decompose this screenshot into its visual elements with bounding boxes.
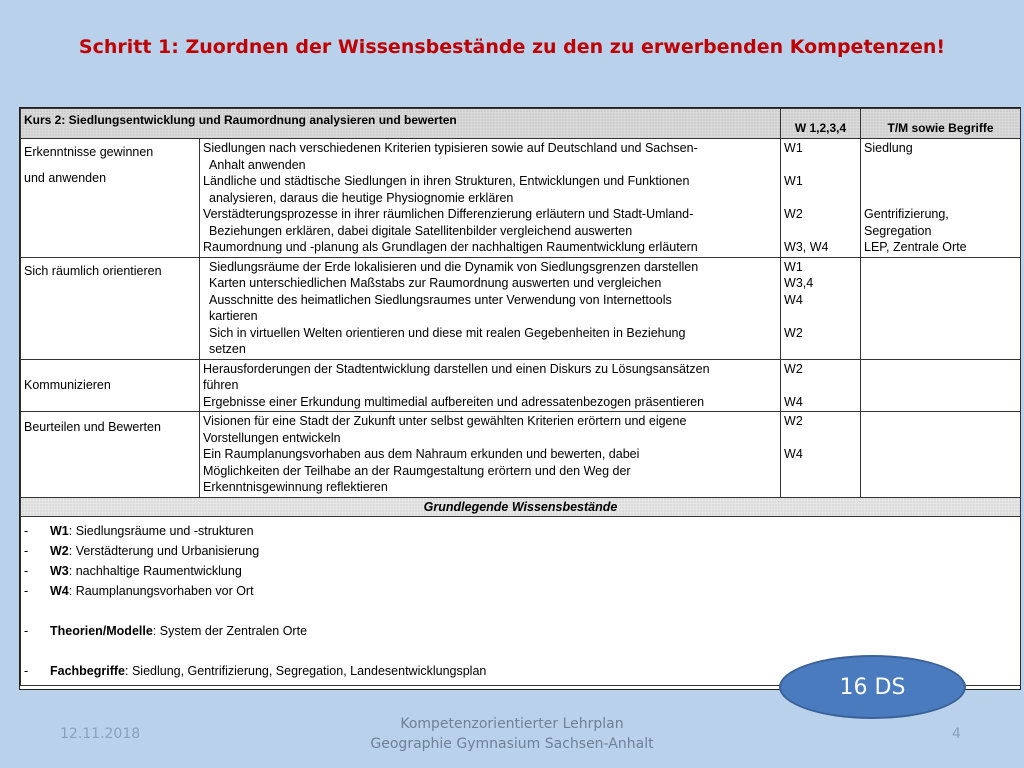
curriculum-table [20, 108, 1021, 686]
term [864, 173, 1017, 190]
content-line: Beziehungen erklären, dabei digitale Satellitenbilder vergleichend auswerten [209, 223, 633, 238]
w-cell [781, 257, 861, 359]
curriculum-table-container [19, 107, 1021, 690]
content-line: setzen [209, 342, 246, 356]
w-ref [784, 190, 857, 207]
knowledge-item: - W4: Raumplanungsvorhaben vor Ort [24, 584, 254, 598]
term: Gentrifizierung, [864, 207, 949, 221]
content-line: Sich in virtuellen Welten orientieren und diese mit realen Gegebenheiten in Beziehung [209, 325, 686, 340]
competence-label: Beurteilen und Bewerten [24, 420, 161, 434]
w-ref: W1 [784, 141, 803, 155]
knowledge-item: - W3: nachhaltige Raumentwicklung [24, 564, 242, 578]
w-ref [784, 157, 857, 174]
content-line: analysieren, daraus die heutige Physiognomie erklären [209, 190, 514, 205]
content-line: Verstädterungsprozesse in ihrer räumlichen Differenzierung erläutern und Stadt-Umland- [203, 207, 694, 221]
competence-label: Kommunizieren [24, 378, 111, 392]
term [864, 157, 1017, 174]
w-ref [784, 377, 857, 394]
slide-title: Schritt 1: Zuordnen der Wissensbestände zu den zu erwerbenden Kompetenzen! [78, 36, 946, 58]
knowledge-item: - W1: Siedlungsräume und -strukturen [24, 524, 254, 538]
knowledge-item: - W2: Verstädterung und Urbanisierung [24, 544, 260, 558]
w-ref: W4 [784, 292, 803, 307]
content-line: Möglichkeiten der Teilhabe an der Raumgestaltung erörtern und den Weg der [203, 463, 631, 478]
content-line: Herausforderungen der Stadtentwicklung darstellen und einen Diskurs zu Lösungsansätzen [203, 361, 710, 376]
content-line: Ergebnisse einer Erkundung multimedial aufbereiten und adressatenbezogen präsentieren [203, 394, 705, 409]
knowledge-item: - Fachbegriffe: Siedlung, Gentrifizierung, Segregation, Landesentwicklungsplan [24, 664, 487, 678]
w-ref: W2 [784, 361, 803, 376]
w-ref [784, 308, 857, 325]
competence-label: Sich räumlich orientieren [24, 263, 162, 278]
w-ref: W3,4 [784, 276, 814, 290]
w-ref: W2 [784, 325, 803, 340]
footer-title-line: Kompetenzorientierter Lehrplan [400, 716, 624, 732]
competence-cell [21, 139, 200, 258]
content-line: Siedlungsräume der Erde lokalisieren und die Dynamik von Siedlungsgrenzen darstellen [209, 259, 699, 274]
w-ref [784, 341, 857, 358]
content-line: Ein Raumplanungsvorhaben aus dem Nahraum erkunden und bewerten, dabei [203, 447, 640, 461]
competence-cell [21, 359, 200, 412]
w-cell [781, 359, 861, 412]
footer-date: 12.11.2018 [60, 726, 141, 742]
knowledge-item: - Theorien/Modelle: System der Zentralen Orte [24, 624, 308, 638]
term [864, 190, 1017, 207]
content-line: kartieren [209, 309, 258, 323]
content-line: Vorstellungen entwickeln [203, 430, 341, 445]
content-cell [200, 359, 781, 412]
content-line: Visionen für eine Stadt der Zukunft unter selbst gewählten Kriterien erörtern und eigene [203, 414, 687, 428]
w-cell [781, 412, 861, 498]
competence-row-4 [21, 412, 1021, 498]
competence-cell [21, 412, 200, 498]
terms-cell [861, 359, 1021, 412]
content-line: Erkenntnisgewinnung reflektieren [203, 480, 388, 494]
term: Siedlung [864, 141, 913, 155]
competence-label: und anwenden [24, 170, 107, 185]
w-ref: W1 [784, 174, 803, 188]
w-ref: W2 [784, 414, 803, 428]
competence-row-1 [21, 139, 1021, 258]
content-cell [200, 412, 781, 498]
footer-title-line: Geographie Gymnasium Sachsen-Anhalt [370, 736, 654, 752]
term: LEP, Zentrale Orte [864, 240, 967, 254]
competence-label: Erkenntnisse gewinnen [24, 145, 154, 159]
table-header-row [21, 109, 1021, 139]
knowledge-spacer [24, 601, 1017, 621]
w-ref: W1 [784, 259, 803, 274]
terms-cell [861, 412, 1021, 498]
w-ref [784, 223, 857, 240]
terms-cell [861, 257, 1021, 359]
w-ref: W4 [784, 447, 803, 461]
course-title-cell: Kurs 2: Siedlungsentwicklung und Raumordnung analysieren und bewerten [21, 109, 781, 139]
ds-count-badge: 16 DS [779, 655, 966, 719]
footer-title [300, 714, 724, 754]
w-cell [781, 139, 861, 258]
w-ref: W2 [784, 207, 803, 221]
competence-row-3 [21, 359, 1021, 412]
content-line: Anhalt anwenden [209, 157, 306, 172]
content-cell [200, 139, 781, 258]
content-line: Karten unterschiedlichen Maßstabs zur Raumordnung auswerten und vergleichen [209, 276, 662, 290]
page-number: 4 [952, 726, 961, 742]
w-ref [784, 430, 857, 447]
term: Segregation [864, 223, 932, 238]
content-line: führen [203, 378, 239, 392]
content-cell [200, 257, 781, 359]
content-line: Siedlungen nach verschiedenen Kriterien typisieren sowie auf Deutschland und Sachsen- [203, 141, 698, 155]
w-ref: W3, W4 [784, 240, 829, 254]
w-column-header: W 1,2,3,4 [781, 109, 861, 139]
content-line: Ausschnitte des heimatlichen Siedlungsraumes unter Verwendung von Internettools [209, 292, 672, 307]
competence-row-2 [21, 257, 1021, 359]
terms-cell [861, 139, 1021, 258]
content-line: Raumordnung und -planung als Grundlagen der nachhaltigen Raumentwicklung erläutern [203, 240, 698, 254]
knowledge-header: Grundlegende Wissensbestände [21, 497, 1021, 517]
knowledge-header-row [21, 497, 1021, 517]
t-column-header: T/M sowie Begriffe [861, 109, 1021, 139]
w-ref: W4 [784, 394, 803, 409]
competence-cell [21, 257, 200, 359]
content-line: Ländliche und städtische Siedlungen in ihren Strukturen, Entwicklungen und Funktionen [203, 174, 690, 188]
